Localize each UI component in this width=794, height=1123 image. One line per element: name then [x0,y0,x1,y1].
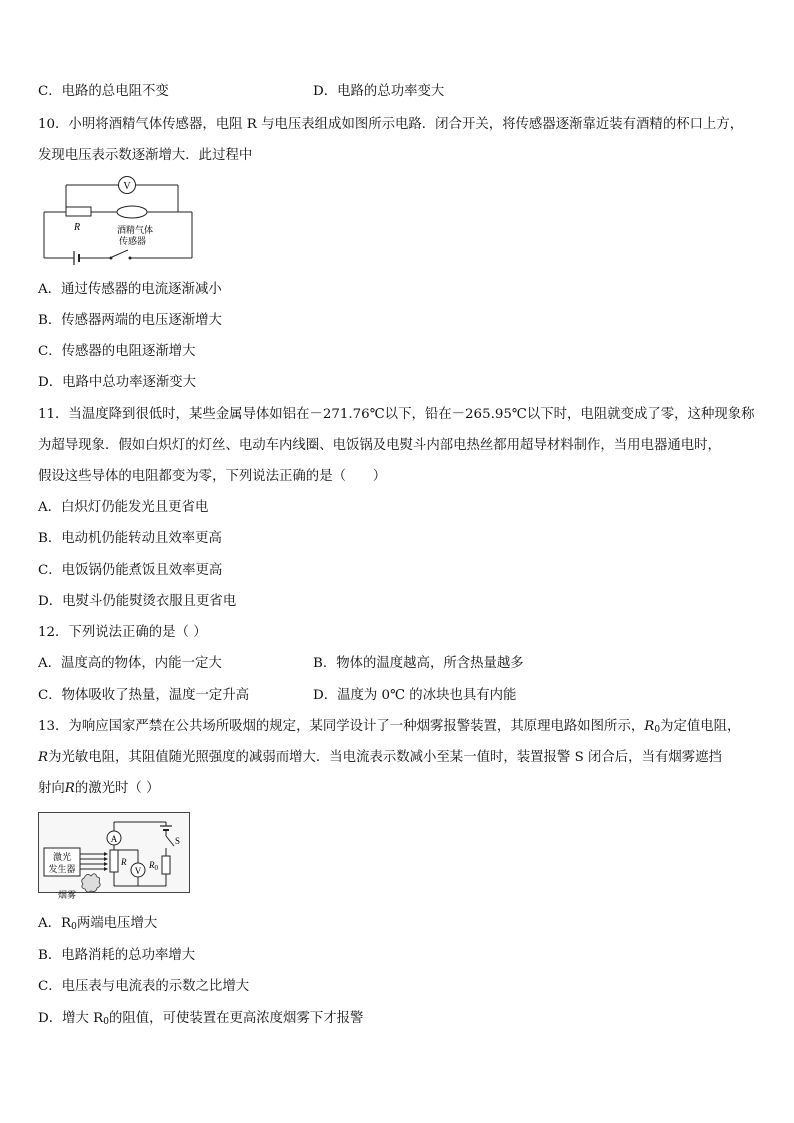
q10-option-d: D．电路中总功率逐渐变大 [38,375,197,390]
q13-option-a-subscript: 0 [71,922,77,932]
q11-option-d: D．电熨斗仍能熨烫衣服且更省电 [38,594,237,609]
q11-option-c: C．电饭锅仍能煮饭且效率更高 [38,563,223,578]
q13-stem-line1 [38,718,740,739]
q13-option-d-subscript: 0 [103,1017,109,1027]
q13-option-d-text-1: D．增大 R [38,1011,104,1026]
fixed-resistor-symbol [162,856,170,874]
q12-stem: 12．下列说法正确的是（ ） [38,625,207,640]
resistor-symbol [66,207,91,216]
q12-option-d: D．温度为 0℃ 的冰块也具有内能 [313,688,517,703]
q13-ammeter-label: A [110,834,118,844]
q13-stem-text-3c: 的激光时（ ） [74,781,160,796]
q10-option-b: B．传感器两端的电压逐渐增大 [38,313,222,328]
q13-stem-r0-symbol: R [644,719,655,734]
q13-laser-label-1: 激光 [52,853,72,863]
q13-stem-text-1a: 13．为响应国家严禁在公共场所吸烟的规定，某同学设计了一种烟雾报警装置，其原理电路如图所示， [38,719,645,734]
q13-switch-label: S [175,836,181,846]
q13-r0-symbol: R [149,860,155,870]
switch-symbol [112,250,128,257]
photoresistor-symbol [110,850,118,872]
q10-sensor-label-2: 传感器 [119,237,147,247]
q13-stem-text-3a: 射向 [38,781,65,796]
q13-smoke-label: 烟雾 [58,891,77,901]
q10-sensor-label-1: 酒精气体 [117,226,154,236]
q11-stem-line3: 假设这些导体的电阻都变为零，下列说法正确的是（ ） [38,469,387,484]
q13-stem-r-symbol: R [38,750,49,765]
q10-option-c: C．传感器的电阻逐渐增大 [38,344,196,359]
q11-option-b: B．电动机仍能转动且效率更高 [38,531,222,546]
q13-stem-r0-subscript: 0 [654,725,661,735]
q13-circuit-figure [38,812,190,900]
q13-option-a-text-2: 两端电压增大 [76,916,158,931]
q13-option-d-text-2: 的阻值，可使装置在更高浓度烟雾下才报警 [108,1011,364,1026]
q12-option-a: A．温度高的物体，内能一定大 [38,656,222,671]
q13-option-c: C．电压表与电流表的示数之比增大 [38,979,250,994]
q13-stem-r-symbol-2: R [64,781,75,796]
q13-voltmeter-label: V [134,866,142,876]
q13-stem-text-2b: 为光敏电阻，其阻值随光照强度的减弱而增大．当电流表示数减小至某一值时，装置报警 S 闭合后，当有烟雾遮挡 [48,750,722,765]
q13-stem-line3 [38,780,159,798]
q10-option-a: A．通过传感器的电流逐渐减小 [38,282,222,297]
q10-resistor-label: R [74,222,81,233]
q13-r-label: R [121,857,127,867]
q10-stem-line1: 10．小明将酒精气体传感器，电阻 R 与电压表组成如图所示电路．闭合开关，将传感器逐渐靠近装有酒精的杯口上方， [38,117,744,132]
q9-option-d: D．电路的总功率变大 [313,84,445,99]
q13-r0-subscript: 0 [154,864,158,872]
sensor-symbol [117,206,147,218]
q11-stem-line1: 11．当温度降到很低时，某些金属导体如铝在－271.76℃以下，铅在－265.95℃以下时，电阻就变成了零，这种现象称 [38,407,755,422]
q13-option-d [38,1010,363,1031]
q13-option-a-text-1: A．R [38,916,72,931]
q10-voltmeter-label: V [123,181,131,192]
q9-option-c: C．电路的总电阻不变 [38,84,169,99]
q10-circuit-figure [40,176,200,268]
q12-option-c: C．物体吸收了热量，温度一定升高 [38,688,250,703]
q13-stem-text-1d: 为定值电阻， [660,719,741,734]
q13-option-a [38,915,157,936]
q11-stem-line2: 为超导现象．假如白炽灯的灯丝、电动车内线圈、电饭锅及电熨斗内部电热丝都用超导材料制作，当用电器通电时， [38,438,721,453]
q10-stem-line2: 发现电压表示数逐渐增大．此过程中 [38,148,253,163]
q13-stem-line2 [38,749,722,767]
q11-option-a: A．白炽灯仍能发光且更省电 [38,500,209,515]
q13-laser-label-2: 发生器 [48,865,76,875]
q13-option-b: B．电路消耗的总功率增大 [38,948,196,963]
q12-option-b: B．物体的温度越高，所含热量越多 [313,656,524,671]
